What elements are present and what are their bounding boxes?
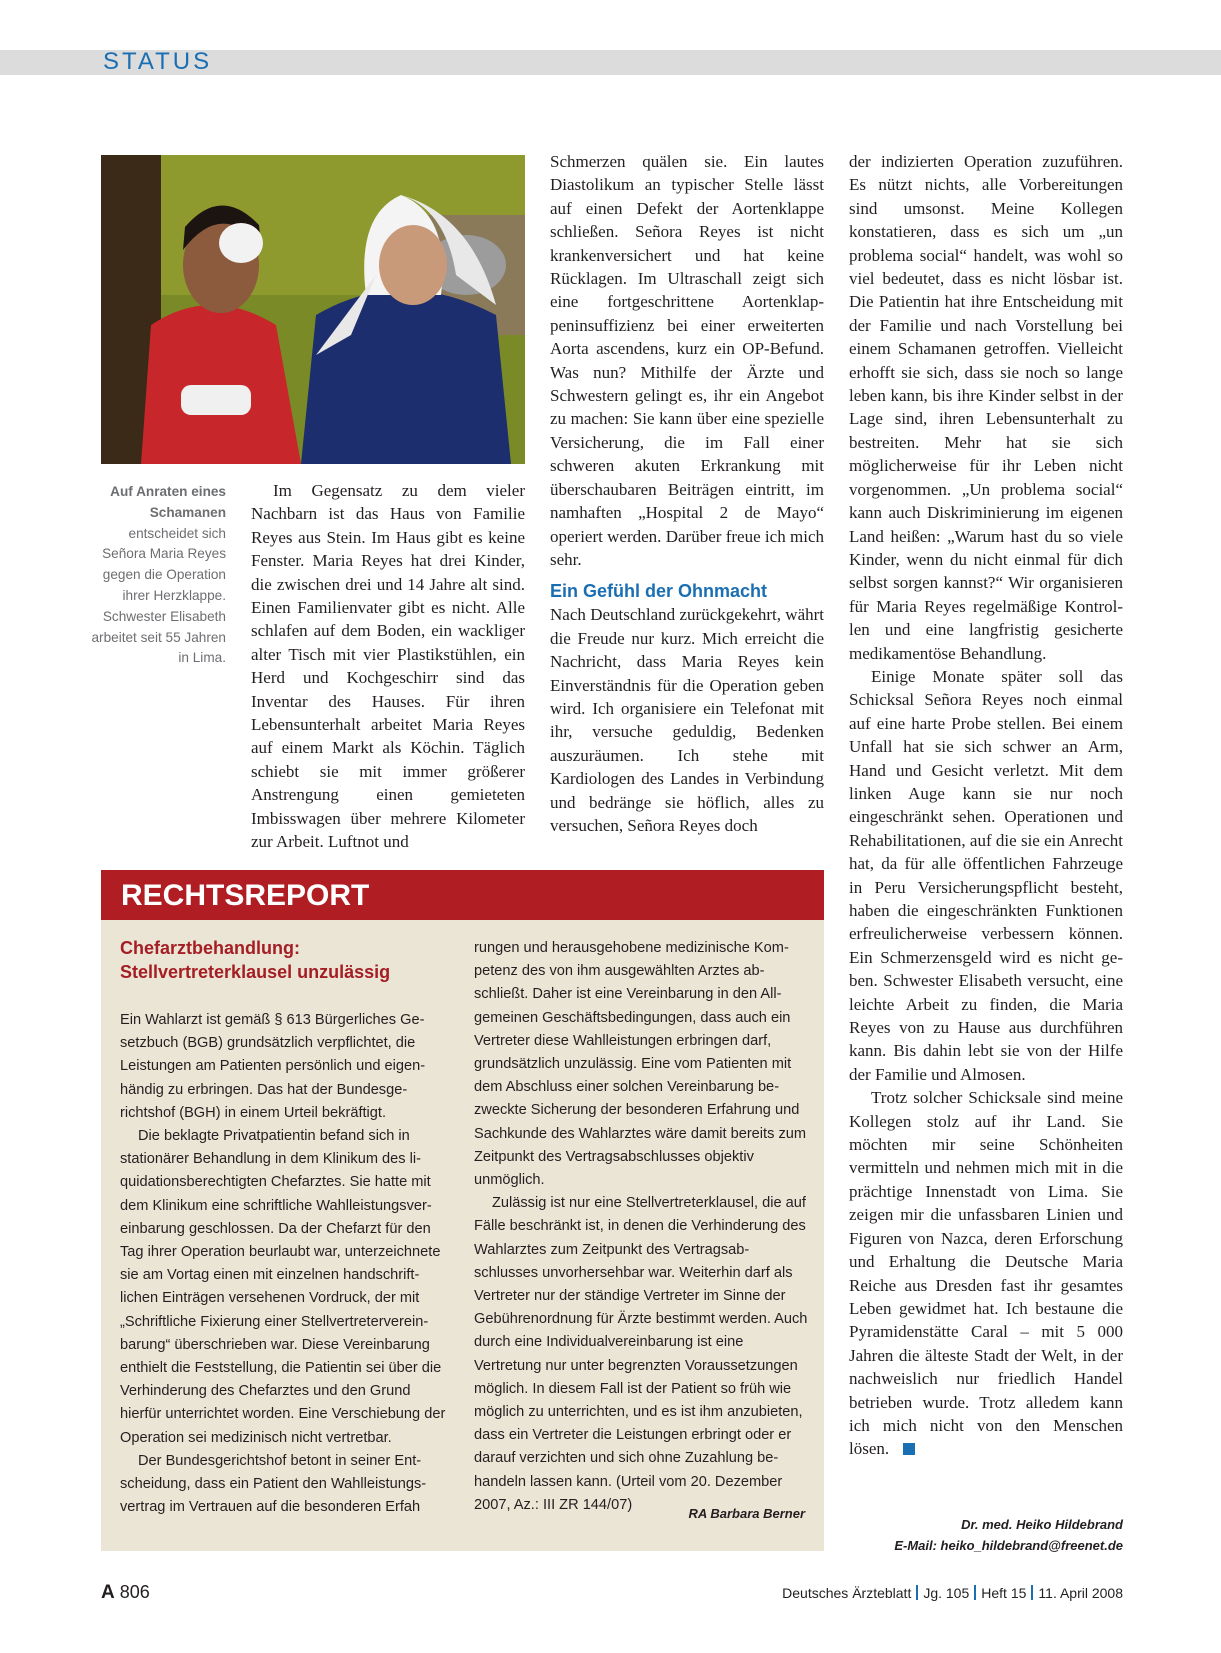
paragraph: Einige Monate später soll das Schicksal Señora Reyes noch einmal auf eine harte Probe stellen. Bei einem Unfall hat sie sich schwer an Arm, Hand und Gesicht verletzt. Mit dem linken Auge kann sie nur noch eingeschränkt sehen. Operationen und Rehabilitationen, auf die sie ein Anrecht hat, da für alle öffentlichen Fahrzeuge in Peru Versicherungspflicht besteht, haben die eingeschränkten Funktionen erfreulicherweise verbessern können. Ein Schmerzensgeld wird es nicht geben. Schwester Elisabeth versucht, eine leichte Arbeit zu finden, die Maria Reyes von zu Hause aus durchführen kann. Bis dahin lebt sie von der Hilfe der Familie und Almosen.	[849, 666, 1123, 1084]
paragraph: Der Bundesgerichtshof betont in seiner Entscheidung, dass ein Patient den Wahlleistungsvertrag im Vertrauen auf die besonderen Erfah	[120, 1452, 427, 1516]
paragraph: Die beklagte Privatpatientin befand sich in stationärer Behandlung in dem Klinikum des liquidationsberechtigten Chefarztes. Sie hatte mit dem Klinikum eine schriftliche Wahlleistungsvereinbarung geschlossen. Da der Chefarzt für den Tag ihrer Operation beurlaubt war, unterzeichnete sie am Vortag einen mit einzelnen handschriftlichen Einträgen versehenen Vordruck, der mit „Schriftliche Fixierung einer Stellvertretervereinbarung“ überschrieben war. Diese Vereinbarung enthielt die Feststellung, die Patientin sei über die Verhinderung des Chefarztes und den Grund hierfür unterrichtet worden. Eine Verschiebung der Operation sei medizinisch nicht vertretbar.	[120, 1128, 446, 1446]
separator	[916, 1585, 918, 1600]
page-prefix: A	[101, 1582, 115, 1603]
article-column-3	[849, 150, 1123, 1461]
paragraph: Ein Wahlarzt ist gemäß § 613 Bürgerliches Gesetzbuch (BGB) grundsätzlich verpflichtet, die Leistungen am Patienten persönlich und eigenhändig zu erbringen. Das hat der Bundesgerichtshof (BGH) in einem Urteil bekräftigt.	[120, 1012, 426, 1121]
journal-date: 11. April 2008	[1038, 1585, 1123, 1601]
page-number	[101, 1580, 150, 1605]
paragraph: Schmerzen quälen sie. Ein lautes Diastolikum an typischer Stelle lässt auf einen Defekt der Aortenklappe schließen. Señora Reyes ist nicht krankenversichert und hat keine Rücklagen. Im Ultraschall zeigt sich eine fortgeschrittene Aortenklappeninsuffizienz bei einer erweiterten Aorta ascendens, kurz ein OP-Befund. Was nun? Mithilfe der Ärzte und Schwestern gelingt es, ihr ein Angebot zu machen: Sie kann über eine spezielle Versicherung, die im Fall einer schweren akuten Erkrankung mit überschaubaren Beiträgen eintritt, im namhaften „Hospital 2 de Mayo“ operiert werden. Darüber freue ich mich sehr.	[550, 152, 824, 569]
rechtsreport-column-1	[120, 1009, 446, 1519]
page-number-value: 806	[119, 1582, 150, 1602]
rechtsreport-author: RA Barbara Berner	[688, 1506, 805, 1521]
paragraph: Im Gegensatz zu dem vieler Nachbarn ist das Haus von Familie Reyes aus Stein. Im Haus gibt es keine Fenster. Maria Reyes hat drei Kinder, die zwischen drei und 14 Jahre alt sind. Einen Familienvater gibt es nicht. Alle schlafen auf dem Boden, ein wackliger alter Tisch mit vier Plastikstühlen, ein Herd und Kochgeschirr sind das Inventar des Hauses. Für ihren Lebensunterhalt arbeitet Maria Reyes auf einem Markt als Köchin. Täglich schiebt sie mit immer größerer Anstrengung einen gemieteten Imbisswagen über mehrere Kilometer zur Arbeit. Luftnot und	[251, 481, 525, 852]
journal-issue: Heft 15	[981, 1585, 1027, 1601]
author-email: E-Mail: heiko_hildebrand@freenet.de	[894, 1538, 1123, 1553]
author-name: Dr. med. Heiko Hildebrand	[961, 1517, 1123, 1532]
caption-lead: Auf Anraten eines Schamanen	[110, 484, 226, 520]
journal-name: Deutsches Ärzteblatt	[782, 1585, 912, 1601]
paragraph: der indizierten Operation zuzuführen. Es nützt nichts, alle Vorbereitungen sind umsonst. Meine Kollegen konstatieren, dass es sich um „un problema social“ handelt, was wohl so viel bedeutet, dass es nicht lösbar ist. Die Patientin hat ihre Entscheidung mit der Familie und nach Vorstellung bei einem Schamanen getroffen. Vielleicht erhofft sie sich, dass sie noch so lange leben kann, bis ihre Kinder selbst in der Lage sind, ihren Lebensunterhalt zu bestreiten. Mehr hat sie sich möglicherweise für ihr Leben nicht vorgenommen. „Un problema social“ kann auch Diskriminierung im eigenen Land heißen: „Warum hast du so viele Kinder, wenn du nicht einmal für dich selbst sorgen kannst?“ Wir organisieren für Maria Reyes regelmäßige Kontrollen und eine langfristig gesicherte medikamentöse Behandlung.	[849, 152, 1123, 663]
rechtsreport-column-2	[474, 937, 808, 1517]
paragraph: rungen und herausgehobene medizinische Kompetenz des von ihm ausgewählten Arztes abschließt. Daher ist eine Vereinbarung in den Allgemeinen Geschäftsbedingungen, dass auch ein Vertreter diese Wahlleistungen erbringen darf, grundsätzlich unzulässig. Eine vom Patienten mit dem Abschluss einer solchen Vereinbarung bezweckte Sicherung der besonderen Erfahrung und Sachkunde des Wahlarztes wäre damit bereits zum Zeitpunkt des Vertragsabschlusses objektiv unmöglich.	[474, 940, 807, 1189]
section-title: STATUS	[103, 48, 213, 75]
separator	[1031, 1585, 1033, 1600]
paragraph: Nach Deutschland zurückgekehrt, währt die Freude nur kurz. Mich erreicht die Nachricht, dass Maria Reyes kein Einverständnis für die Operation geben wird. Ich organisiere ein Telefonat mit ihr, versuche geduldig, Bedenken auszuräumen. Ich stehe mit Kardiologen des Landes in Verbindung und bedränge sie höflich, alles zu versuchen, Señora Reyes doch	[550, 605, 824, 835]
rechtsreport-title: RECHTSREPORT	[121, 879, 370, 912]
heading-line: Stellvertreterklausel unzulässig	[120, 962, 391, 982]
article-photo	[101, 155, 525, 464]
rechtsreport-heading	[120, 936, 440, 984]
heading-line: Chefarztbehandlung:	[120, 938, 300, 958]
article-column-2	[550, 150, 824, 837]
paragraph: Zulässig ist nur eine Stellvertreterklausel, die auf Fälle beschränkt ist, in denen die Verhinderung des Wahlarztes zum Zeitpunkt des Vertragsabschlusses unvorhersehbar war. Weiterhin darf als Vertreter nur der ständige Vertreter im Sinne der Gebührenordnung für Ärzte bestimmt werden. Auch durch eine Individualvereinbarung ist eine Vertretung nur unter begrenzten Voraussetzungen möglich. In diesem Fall ist der Patient so früh wie möglich zu unterrichten, und es ist ihm anzubieten, dass ein Vertreter die Leistungen erbringt oder er darauf verzichten und sich ohne Zuzahlung behandeln lassen kann. (Urteil vom 20. Dezember 2007, Az.: III ZR 144/07)	[474, 1195, 808, 1513]
end-of-article-square-icon	[903, 1443, 915, 1455]
separator	[974, 1585, 976, 1600]
journal-citation	[782, 1583, 1123, 1603]
photo-caption	[90, 482, 226, 669]
article-author	[849, 1514, 1123, 1556]
article-column-1	[251, 479, 525, 854]
journal-volume: Jg. 105	[923, 1585, 970, 1601]
subheading: Ein Gefühl der Ohnmacht	[550, 581, 768, 602]
caption-text: entscheidet sich Señora Maria Reyes gegen die Operation ihrer Herzklappe. Schwester Elisabeth arbeitet seit 55 Jahren in Lima.	[91, 525, 226, 666]
paragraph: Trotz solcher Schicksale sind meine Kollegen stolz auf ihr Land. Sie möchten mir seine Schönheiten vermitteln und nehmen mich mit in die prächtige Innenstadt von Lima. Sie zeigen mir die unfassbaren Linien und Figuren von Nazca, deren Erforschung und Erhaltung die Deutsche Maria Reiche aus Dresden fast ihr gesamtes Leben gewidmet hat. Ich bestaune die Pyramidenstätte Caral – mit 5 000 Jahren die älteste Stadt der Welt, in der nachweislich nur friedlich Handel betrieben wurde. Trotz alledem kann ich mich nicht von den Menschen lösen.	[849, 1088, 1123, 1459]
photo-illustration	[101, 155, 525, 464]
